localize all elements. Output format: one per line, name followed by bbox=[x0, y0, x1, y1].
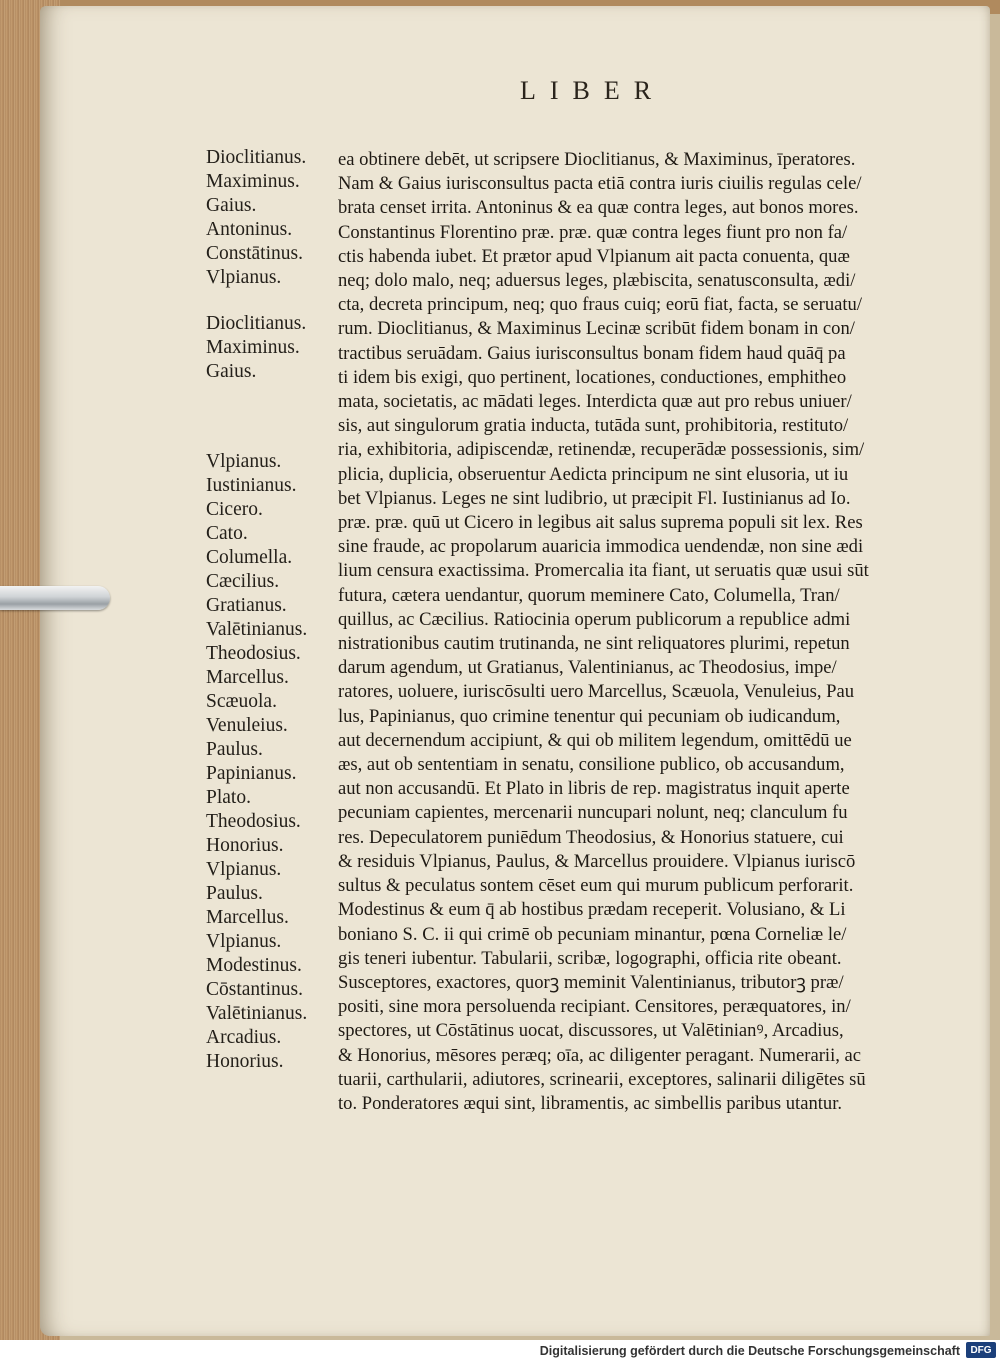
margin-name: Honorius. bbox=[206, 835, 284, 856]
running-head: LIBER bbox=[520, 76, 666, 105]
text-line: brata censet irrita. Antoninus & ea quæ contra leges, aut bonos mores. bbox=[338, 197, 859, 219]
margin-name: Gaius. bbox=[206, 361, 257, 382]
text-line: mata, societatis, ac mādati leges. Interdicta quæ aut pro rebus uniuer/ bbox=[338, 391, 852, 413]
margin-name: Cicero. bbox=[206, 499, 263, 520]
text-line: sine fraude, ac propolarum auaricia immodica uendendæ, non sine ædi bbox=[338, 536, 864, 558]
text-line: neq; dolo malo, neq; aduersus leges, plæbiscita, senatusconsulta, ædi/ bbox=[338, 270, 856, 292]
text-line: Susceptores, exactores, quorꝫ meminit Valentinianus, tributorꝫ præ/ bbox=[338, 971, 844, 993]
margin-name: Venuleius. bbox=[206, 715, 288, 736]
text-line: æs, aut ob sententiam in senatu, consilione publico, ob accusandum, bbox=[338, 754, 845, 776]
margin-name: Marcellus. bbox=[206, 907, 289, 928]
text-line: Modestinus & eum q̄ ab hostibus prædam receperit. Volusiano, & Li bbox=[338, 899, 846, 921]
margin-name: Papinianus. bbox=[206, 763, 297, 784]
margin-name: Gaius. bbox=[206, 195, 257, 216]
margin-name: Modestinus. bbox=[206, 955, 302, 976]
margin-name: Arcadius. bbox=[206, 1027, 282, 1048]
margin-name: Theodosius. bbox=[206, 811, 301, 832]
text-line: tractibus seruādam. Gaius iurisconsultus bonam fidem haud quāq̄ pa bbox=[338, 342, 846, 364]
text-line: rum. Dioclitianus, & Maximinus Lecinæ scribūt fidem bonam in con/ bbox=[338, 318, 855, 340]
text-line: ti idem bis exigi, quo pertinent, locationes, conductiones, emphitheo bbox=[338, 366, 847, 388]
text-line: positi, sine mora persoluenda recipiant. Censitores, peræquatores, in/ bbox=[338, 996, 851, 1018]
text-line: lium censura exactissima. Promercalia ita fiant, ut seruatis quæ usui sūt bbox=[338, 560, 869, 582]
margin-name: Honorius. bbox=[206, 1051, 284, 1072]
text-line: darum agendum, ut Gratianus, Valentinianus, ac Theodosius, impe/ bbox=[338, 657, 837, 679]
text-line: ria, exhibitoria, adipiscendæ, retinendæ, recuperādæ possessionis, sim/ bbox=[338, 439, 865, 461]
margin-name: Maximinus. bbox=[206, 337, 300, 358]
margin-name: Paulus. bbox=[206, 739, 263, 760]
text-line: lus, Papinianus, quo crimine tenentur qui pecuniam ob iudicandum, bbox=[338, 705, 841, 727]
margin-name: Maximinus. bbox=[206, 171, 300, 192]
text-line: quillus, ac Cæcilius. Ratiocinia operum publicorum a republice admi bbox=[338, 608, 851, 630]
margin-name: Cato. bbox=[206, 523, 248, 544]
text-line: aut non accusandū. Et Plato in libris de rep. magistratus inquit aperte bbox=[338, 778, 850, 800]
text-line: res. Depeculatorem puniēdum Theodosius, & Honorius statuere, cui bbox=[338, 826, 844, 848]
text-line: futura, cætera uendantur, quorum meminere Cato, Columella, Tran/ bbox=[338, 584, 840, 606]
margin-name: Gratianus. bbox=[206, 595, 287, 616]
margin-name: Marcellus. bbox=[206, 667, 289, 688]
text-line: boniano S. C. ii qui crimē ob pecuniam minantur, pœna Corneliæ le/ bbox=[338, 923, 847, 945]
text-line: spectores, ut Cōstātinus uocat, discussores, ut Valētinianꝰ, Arcadius, bbox=[338, 1020, 844, 1042]
margin-name: Vlpianus. bbox=[206, 859, 282, 880]
text-line: tuarii, carthularii, adiutores, scrinearii, exceptores, salinarii diligētes sū bbox=[338, 1068, 866, 1090]
margin-name: Columella. bbox=[206, 547, 293, 568]
text-line: Constantinus Florentino præ. præ. quæ contra leges fiunt pro non fa/ bbox=[338, 221, 848, 243]
margin-name: Antoninus. bbox=[206, 219, 293, 240]
text-line: plicia, duplicia, obseruentur Aedicta principum ne sint elusoria, ut iu bbox=[338, 463, 849, 485]
margin-name: Cōstantinus. bbox=[206, 979, 303, 1000]
margin-name: Constātinus. bbox=[206, 243, 303, 264]
text-line: & Honorius, mēsores peræq; oīa, ac diligenter peragant. Numerarii, ac bbox=[338, 1044, 862, 1066]
bookmark-ribbon bbox=[0, 586, 110, 610]
text-line: nistrationibus cautim trutinanda, ne sint reliquatores plurimi, repetun bbox=[338, 633, 850, 655]
text-line: gis teneri iubentur. Tabularii, scribæ, logographi, officia rite obeant. bbox=[338, 947, 842, 969]
margin-name: Cæcilius. bbox=[206, 571, 280, 592]
text-line: aut decernendum accipiunt, & qui ob militem legendum, omittēdū ue bbox=[338, 729, 852, 751]
text-line: ea obtinere debēt, ut scripsere Dioclitianus, & Maximinus, īperatores. bbox=[338, 149, 856, 170]
text-line: sis, aut singulorum gratia inducta, tutāda sunt, prohibitoria, restituto/ bbox=[338, 415, 849, 437]
margin-name: Vlpianus. bbox=[206, 451, 282, 472]
margin-name: Dioclitianus. bbox=[206, 147, 307, 168]
text-line: præ. præ. quū ut Cicero in legibus ait salus suprema populi sit lex. Res bbox=[338, 512, 863, 534]
margin-name: Vlpianus. bbox=[206, 931, 282, 952]
margin-name: Valētinianus. bbox=[206, 619, 308, 640]
margin-name: Iustinianus. bbox=[206, 475, 297, 496]
margin-name: Plato. bbox=[206, 787, 251, 808]
text-line: & residuis Vlpianus, Paulus, & Marcellus prouidere. Vlpianus iuriscō bbox=[338, 850, 856, 872]
text-line: ratores, uoluere, iuriscōsulti uero Marcellus, Scæuola, Venuleius, Pau bbox=[338, 681, 855, 703]
margin-name: Paulus. bbox=[206, 883, 263, 904]
body-text bbox=[338, 148, 898, 1116]
text-line: cta, decreta principum, neq; quo fraus cuiq; eorū fiat, facta, se seruatu/ bbox=[338, 294, 863, 316]
margin-name: Dioclitianus. bbox=[206, 313, 307, 334]
text-line: to. Ponderatores æqui sint, libramentis, ac simbellis paribus utantur. bbox=[338, 1092, 843, 1114]
margin-name: Vlpianus. bbox=[206, 267, 282, 288]
margin-name: Theodosius. bbox=[206, 643, 301, 664]
dfg-logo: DFG bbox=[966, 1342, 996, 1358]
text-line: pecuniam capientes, mercenarii nuncupari nolunt, neq; clanculum fu bbox=[338, 802, 848, 824]
text-line: ctis habenda iubet. Et prætor apud Vlpianum ait pacta conuenta, quæ bbox=[338, 245, 850, 267]
funding-credit: Digitalisierung gefördert durch die Deutsche Forschungsgemeinschaft bbox=[539, 1344, 960, 1358]
margin-name: Scæuola. bbox=[206, 691, 277, 712]
margin-name: Valētinianus. bbox=[206, 1003, 308, 1024]
text-line: sultus & peculatus sontem cēset eum qui murum publicum perforarit. bbox=[338, 875, 854, 897]
text-line: bet Vlpianus. Leges ne sint ludibrio, ut præcipit Fl. Iustinianus ad Io. bbox=[338, 487, 851, 509]
text-line: Nam & Gaius iurisconsultus pacta etiā contra iuris ciuilis regulas cele/ bbox=[338, 173, 862, 195]
